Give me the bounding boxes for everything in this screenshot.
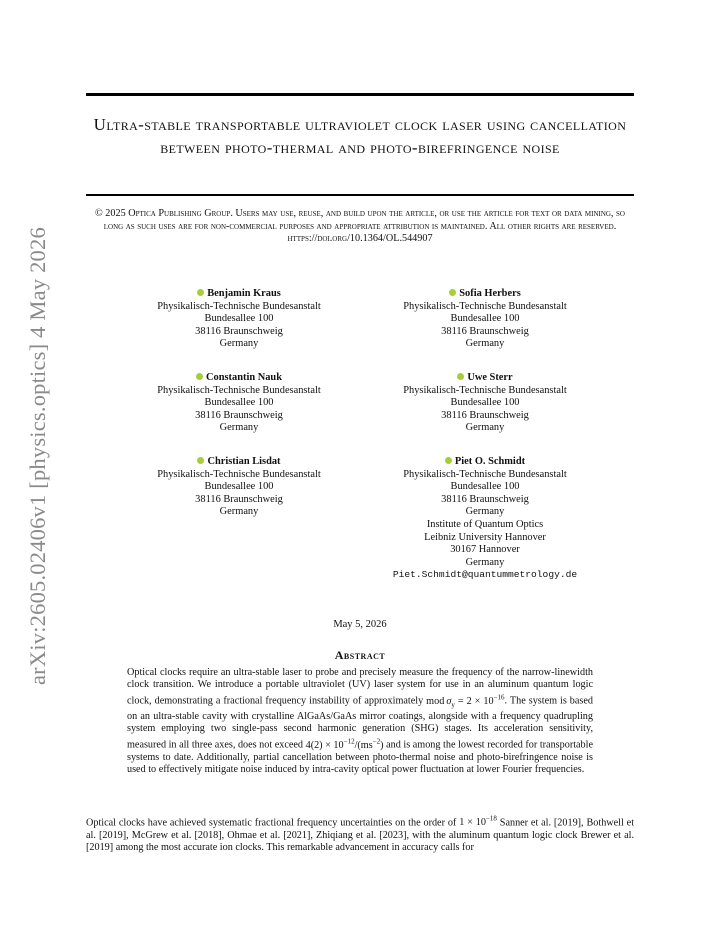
affiliation-line: Physikalisch-Technische Bundesanstalt (157, 468, 321, 480)
math-inline: $1 \times 10^{-18}$ (459, 815, 497, 829)
affiliation-line: Physikalisch-Technische Bundesanstalt (403, 300, 567, 312)
affiliation-line: Germany (219, 422, 259, 434)
affiliation-line: Bundesallee 100 (450, 397, 520, 409)
affiliation-line: Leibniz University Hannover (424, 531, 546, 543)
introduction-paragraph (86, 813, 634, 854)
author-name: Sofia Herbers (459, 288, 521, 299)
paper-title: Ultra-stable transportable ultraviolet clock laser using cancellation between photo-thermal and photo-birefringence noise (93, 115, 627, 157)
math-inline: mod $\sigma_y = 2 \times 10^{-16}$ (426, 693, 505, 709)
abstract-heading: Abstract (334, 648, 386, 662)
affiliation-line: Germany (465, 422, 505, 434)
affiliation-line: Germany (465, 506, 505, 518)
intro-text-part: Optical clocks have achieved systematic fractional frequency uncertainties on the order of (86, 817, 457, 829)
affiliation-line: Bundesallee 100 (450, 313, 520, 325)
author-name: Uwe Sterr (467, 372, 513, 383)
copyright-notice (86, 208, 634, 246)
affiliation-line: Physikalisch-Technische Bundesanstalt (157, 384, 321, 396)
orcid-icon[interactable] (197, 289, 204, 296)
affiliation-line: Bundesallee 100 (204, 313, 274, 325)
affiliation-line: Physikalisch-Technische Bundesanstalt (157, 300, 321, 312)
affiliation-line: 38116 Braunschweig (195, 493, 283, 505)
author-name: Benjamin Kraus (207, 288, 281, 299)
title-rule-bottom (86, 194, 634, 196)
orcid-icon[interactable] (449, 289, 456, 296)
author-email[interactable]: Piet.Schmidt@quantummetrology.de (392, 569, 578, 581)
copyright-text: © 2025 Optica Publishing Group. Users may use, reuse, and build upon the article, or use the article for text or data mining, so long as such uses are for non-commercial purposes and appropriate attribution is maintained. All other rights are reserved. (95, 208, 625, 232)
affiliation-line: 38116 Braunschweig (195, 325, 283, 337)
math-inline: $4(2) \times 10^{-12}/(ms^{-2})$ (305, 737, 384, 751)
abstract-text-part: Optical clocks require an ultra-stable laser to probe and precisely measure the frequency of the narrow-linewidth clock transition. We introduce a portable ultraviolet (UV) laser system for use in an aluminum quantum logic clock, demonstrating a fractional frequency instability of approximately (127, 667, 593, 707)
author-block-herbers (365, 288, 605, 351)
arxiv-identifier: arXiv:2605.02406v1 [physics.optics] 4 May 2026 (25, 227, 50, 685)
abstract-text-part: . The system is based on an ultra-stable cavity with crystalline AlGaAs/GaAs mirror coatings, alongside with a frequency quadrupling system employing two single-pass second harmonic generation (SHG) stages. Its acceleration sensitivity, measured in all three axes, does not exceed (127, 695, 593, 751)
abstract-text-part: and is among the lowest recorded for transportable systems to date. Additionally, partial cancellation between photo-thermal noise and photo-birefringence noise is used to effectively mitigate noise induced by intra-cavity optical power fluctuation at lower Fourier frequencies. (127, 739, 594, 775)
intro-text-part: Sanner et al. [2019], Bothwell et al. [2019], McGrew et al. [2018], Ohmae et al. [2021], Zhiqiang et al. [2023], with the aluminum quantum logic clock Brewer et al. [2019] among the most accurate ion clocks. This remarkable advancement in accuracy calls for (86, 817, 635, 853)
publication-date: May 5, 2026 (333, 619, 387, 630)
author-name: Christian Lisdat (207, 456, 281, 467)
orcid-icon[interactable] (197, 457, 204, 464)
orcid-icon[interactable] (457, 373, 464, 380)
affiliation-line: Germany (219, 338, 259, 350)
affiliation-line: 30167 Hannover (450, 544, 520, 556)
orcid-icon[interactable] (196, 373, 203, 380)
author-name: Constantin Nauk (206, 372, 282, 383)
affiliation-line: 38116 Braunschweig (441, 325, 529, 337)
affiliation-line: 38116 Braunschweig (441, 493, 529, 505)
title-rule-top (86, 93, 634, 96)
author-block-sterr (365, 372, 605, 435)
affiliation-line: Bundesallee 100 (450, 481, 520, 493)
orcid-icon[interactable] (445, 457, 452, 464)
affiliation-line: Physikalisch-Technische Bundesanstalt (403, 384, 567, 396)
doi-link[interactable]: https://doi.org/10.1364/OL.544907 (287, 233, 433, 244)
affiliation-line: Germany (219, 506, 259, 518)
author-block-nauk (119, 372, 359, 435)
affiliation-line: Bundesallee 100 (204, 481, 274, 493)
affiliation-line: Physikalisch-Technische Bundesanstalt (403, 468, 567, 480)
author-block-kraus (119, 288, 359, 351)
affiliation-line: Institute of Quantum Optics (426, 518, 544, 530)
affiliation-line: Germany (465, 338, 505, 350)
abstract-body (127, 667, 593, 776)
author-name: Piet O. Schmidt (454, 456, 526, 467)
author-block-schmidt (365, 456, 605, 582)
affiliation-line: 38116 Braunschweig (195, 409, 283, 421)
arxiv-sidebar (18, 215, 58, 685)
affiliation-line: Bundesallee 100 (204, 397, 274, 409)
affiliation-line: Germany (465, 556, 505, 568)
affiliation-line: 38116 Braunschweig (441, 409, 529, 421)
author-block-lisdat (119, 456, 359, 519)
